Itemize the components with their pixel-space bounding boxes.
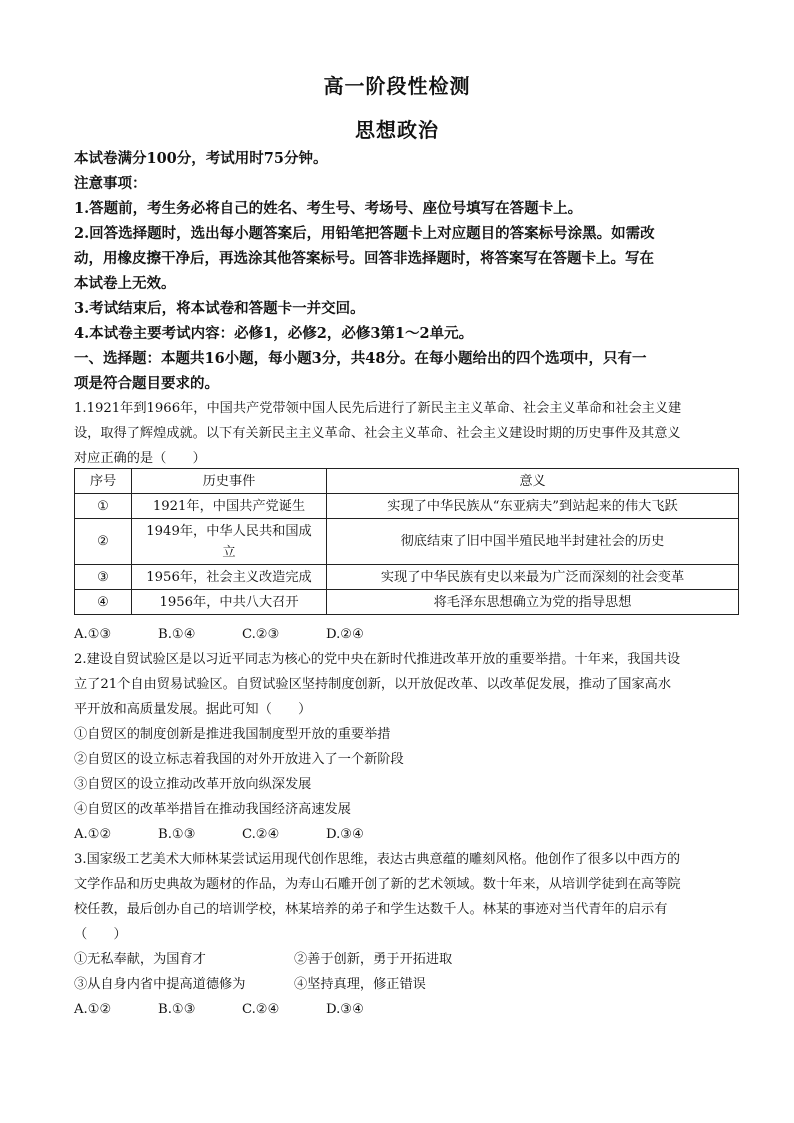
table-row: [75, 494, 739, 519]
row-no: ①: [75, 494, 132, 519]
question-1-stem: [74, 396, 738, 471]
q3-statement-4: ④坚持真理，修正错误: [294, 977, 426, 992]
header-no: 序号: [75, 469, 132, 494]
q3-statement-2: ②善于创新，勇于开拓进取: [294, 952, 453, 967]
row-event: 1949年，中华人民共和国成立: [132, 519, 327, 565]
row-no: ②: [75, 519, 132, 565]
section-heading-line-1: 一、选择题：本题共16小题，每小题3分，共48分。在每小题给出的四个选项中，只有一: [74, 350, 647, 367]
row-no: ④: [75, 590, 132, 615]
q1-option-b[interactable]: B.①④: [158, 627, 196, 642]
q2-option-d[interactable]: D.③④: [326, 827, 364, 842]
q3-option-b[interactable]: B.①③: [158, 1002, 196, 1017]
instructions: [74, 146, 738, 396]
q3-statements-row-1: [74, 947, 738, 972]
q2-option-b[interactable]: B.①③: [158, 827, 196, 842]
history-events-table: [74, 468, 739, 615]
section-heading-line-2: 项是符合题目要求的。: [74, 375, 219, 392]
q1-option-c[interactable]: C.②③: [242, 627, 280, 642]
notice-item-2-line-1: 2.回答选择题时，选出每小题答案后，用铅笔把答题卡上对应题目的答案标号涂黑。如需改: [74, 225, 655, 242]
q2-statement-4: ④自贸区的改革举措旨在推动我国经济高速发展: [74, 802, 351, 817]
header-event: 历史事件: [132, 469, 327, 494]
q3-line-4: （ ）: [74, 927, 127, 942]
row-event: 1956年，中共八大召开: [132, 590, 327, 615]
notice-item-2-line-2: 动，用橡皮擦干净后，再选涂其他答案标号。回答非选择题时，将答案写在答题卡上。写在: [74, 250, 654, 267]
q3-line-2: 文学作品和历史典故为题材的作品，为寿山石雕开创了新的艺术领域。数十年来，从培训学徒到在高等院: [74, 877, 681, 892]
row-meaning: 彻底结束了旧中国半殖民地半封建社会的历史: [327, 519, 739, 565]
row-no: ③: [75, 565, 132, 590]
q3-statement-3: ③从自身内省中提高道德修为: [74, 977, 246, 992]
q1-option-d[interactable]: D.②④: [326, 627, 364, 642]
notice-heading: 注意事项：: [74, 175, 147, 192]
row-event: 1921年，中国共产党诞生: [132, 494, 327, 519]
header-meaning: 意义: [327, 469, 739, 494]
q1-line-2: 设，取得了辉煌成就。以下有关新民主主义革命、社会主义革命、社会主义建设时期的历史事件及其意义: [74, 426, 681, 441]
score-line: 本试卷满分100分，考试用时75分钟。: [74, 150, 328, 167]
q2-statement-1: ①自贸区的制度创新是推进我国制度型开放的重要举措: [74, 727, 391, 742]
row-meaning: 将毛泽东思想确立为党的指导思想: [327, 590, 739, 615]
q3-statement-1: ①无私奉献，为国育才: [74, 952, 206, 967]
table-row: [75, 519, 739, 565]
q2-option-c[interactable]: C.②④: [242, 827, 280, 842]
notice-item-4: 4.本试卷主要考试内容：必修1，必修2，必修3第1～2单元。: [74, 325, 474, 342]
q2-line-2: 立了21个自由贸易试验区。自贸试验区坚持制度创新，以开放促改革、以改革促发展，推动了国家高水: [74, 677, 672, 692]
exam-title: 高一阶段性检测: [323, 74, 471, 98]
row-meaning: 实现了中华民族从“东亚病夫”到站起来的伟大飞跃: [327, 494, 739, 519]
q2-line-1: 2.建设自贸试验区是以习近平同志为核心的党中央在新时代推进改革开放的重要举措。十年来，我国共设: [74, 652, 681, 667]
q3-option-a[interactable]: A.①②: [74, 1002, 112, 1017]
question-1-options: [74, 622, 738, 647]
q3-option-row: [74, 997, 738, 1022]
q2-option-a[interactable]: A.①②: [74, 827, 112, 842]
q3-statements-row-2: [74, 972, 738, 997]
notice-item-2-line-3: 本试卷上无效。: [74, 275, 176, 292]
question-2: [74, 647, 738, 847]
q3-line-3: 校任教，最后创办自己的培训学校，林某培养的弟子和学生达数千人。林某的事迹对当代青年的启示有: [74, 902, 668, 917]
q3-line-1: 3.国家级工艺美术大师林某尝试运用现代创作思维，表达古典意蕴的雕刻风格。他创作了很多以中西方的: [74, 852, 681, 867]
row-meaning: 实现了中华民族有史以来最为广泛而深刻的社会变革: [327, 565, 739, 590]
subject-title: 思想政治: [355, 118, 439, 142]
q2-statement-2: ②自贸区的设立标志着我国的对外开放进入了一个新阶段: [74, 752, 404, 767]
q2-statement-3: ③自贸区的设立推动改革开放向纵深发展: [74, 777, 312, 792]
question-3: [74, 847, 738, 1022]
notice-item-1: 1.答题前，考生务必将自己的姓名、考生号、考场号、座位号填写在答题卡上。: [74, 200, 583, 217]
notice-item-3: 3.考试结束后，将本试卷和答题卡一并交回。: [74, 300, 365, 317]
q2-option-row: [74, 822, 738, 847]
q1-option-row: [74, 622, 738, 647]
q2-line-3: 平开放和高质量发展。据此可知（ ）: [74, 702, 312, 717]
q1-option-a[interactable]: A.①③: [74, 627, 112, 642]
q1-line-1: 1.1921年到1966年，中国共产党带领中国人民先后进行了新民主主义革命、社会主义革命和社会主义建: [74, 401, 682, 416]
q3-option-c[interactable]: C.②④: [242, 1002, 280, 1017]
row-event: 1956年，社会主义改造完成: [132, 565, 327, 590]
table-header-row: [75, 469, 739, 494]
table-row: [75, 565, 739, 590]
q1-line-3: 对应正确的是（ ）: [74, 451, 206, 466]
table-row: [75, 590, 739, 615]
q3-option-d[interactable]: D.③④: [326, 1002, 364, 1017]
